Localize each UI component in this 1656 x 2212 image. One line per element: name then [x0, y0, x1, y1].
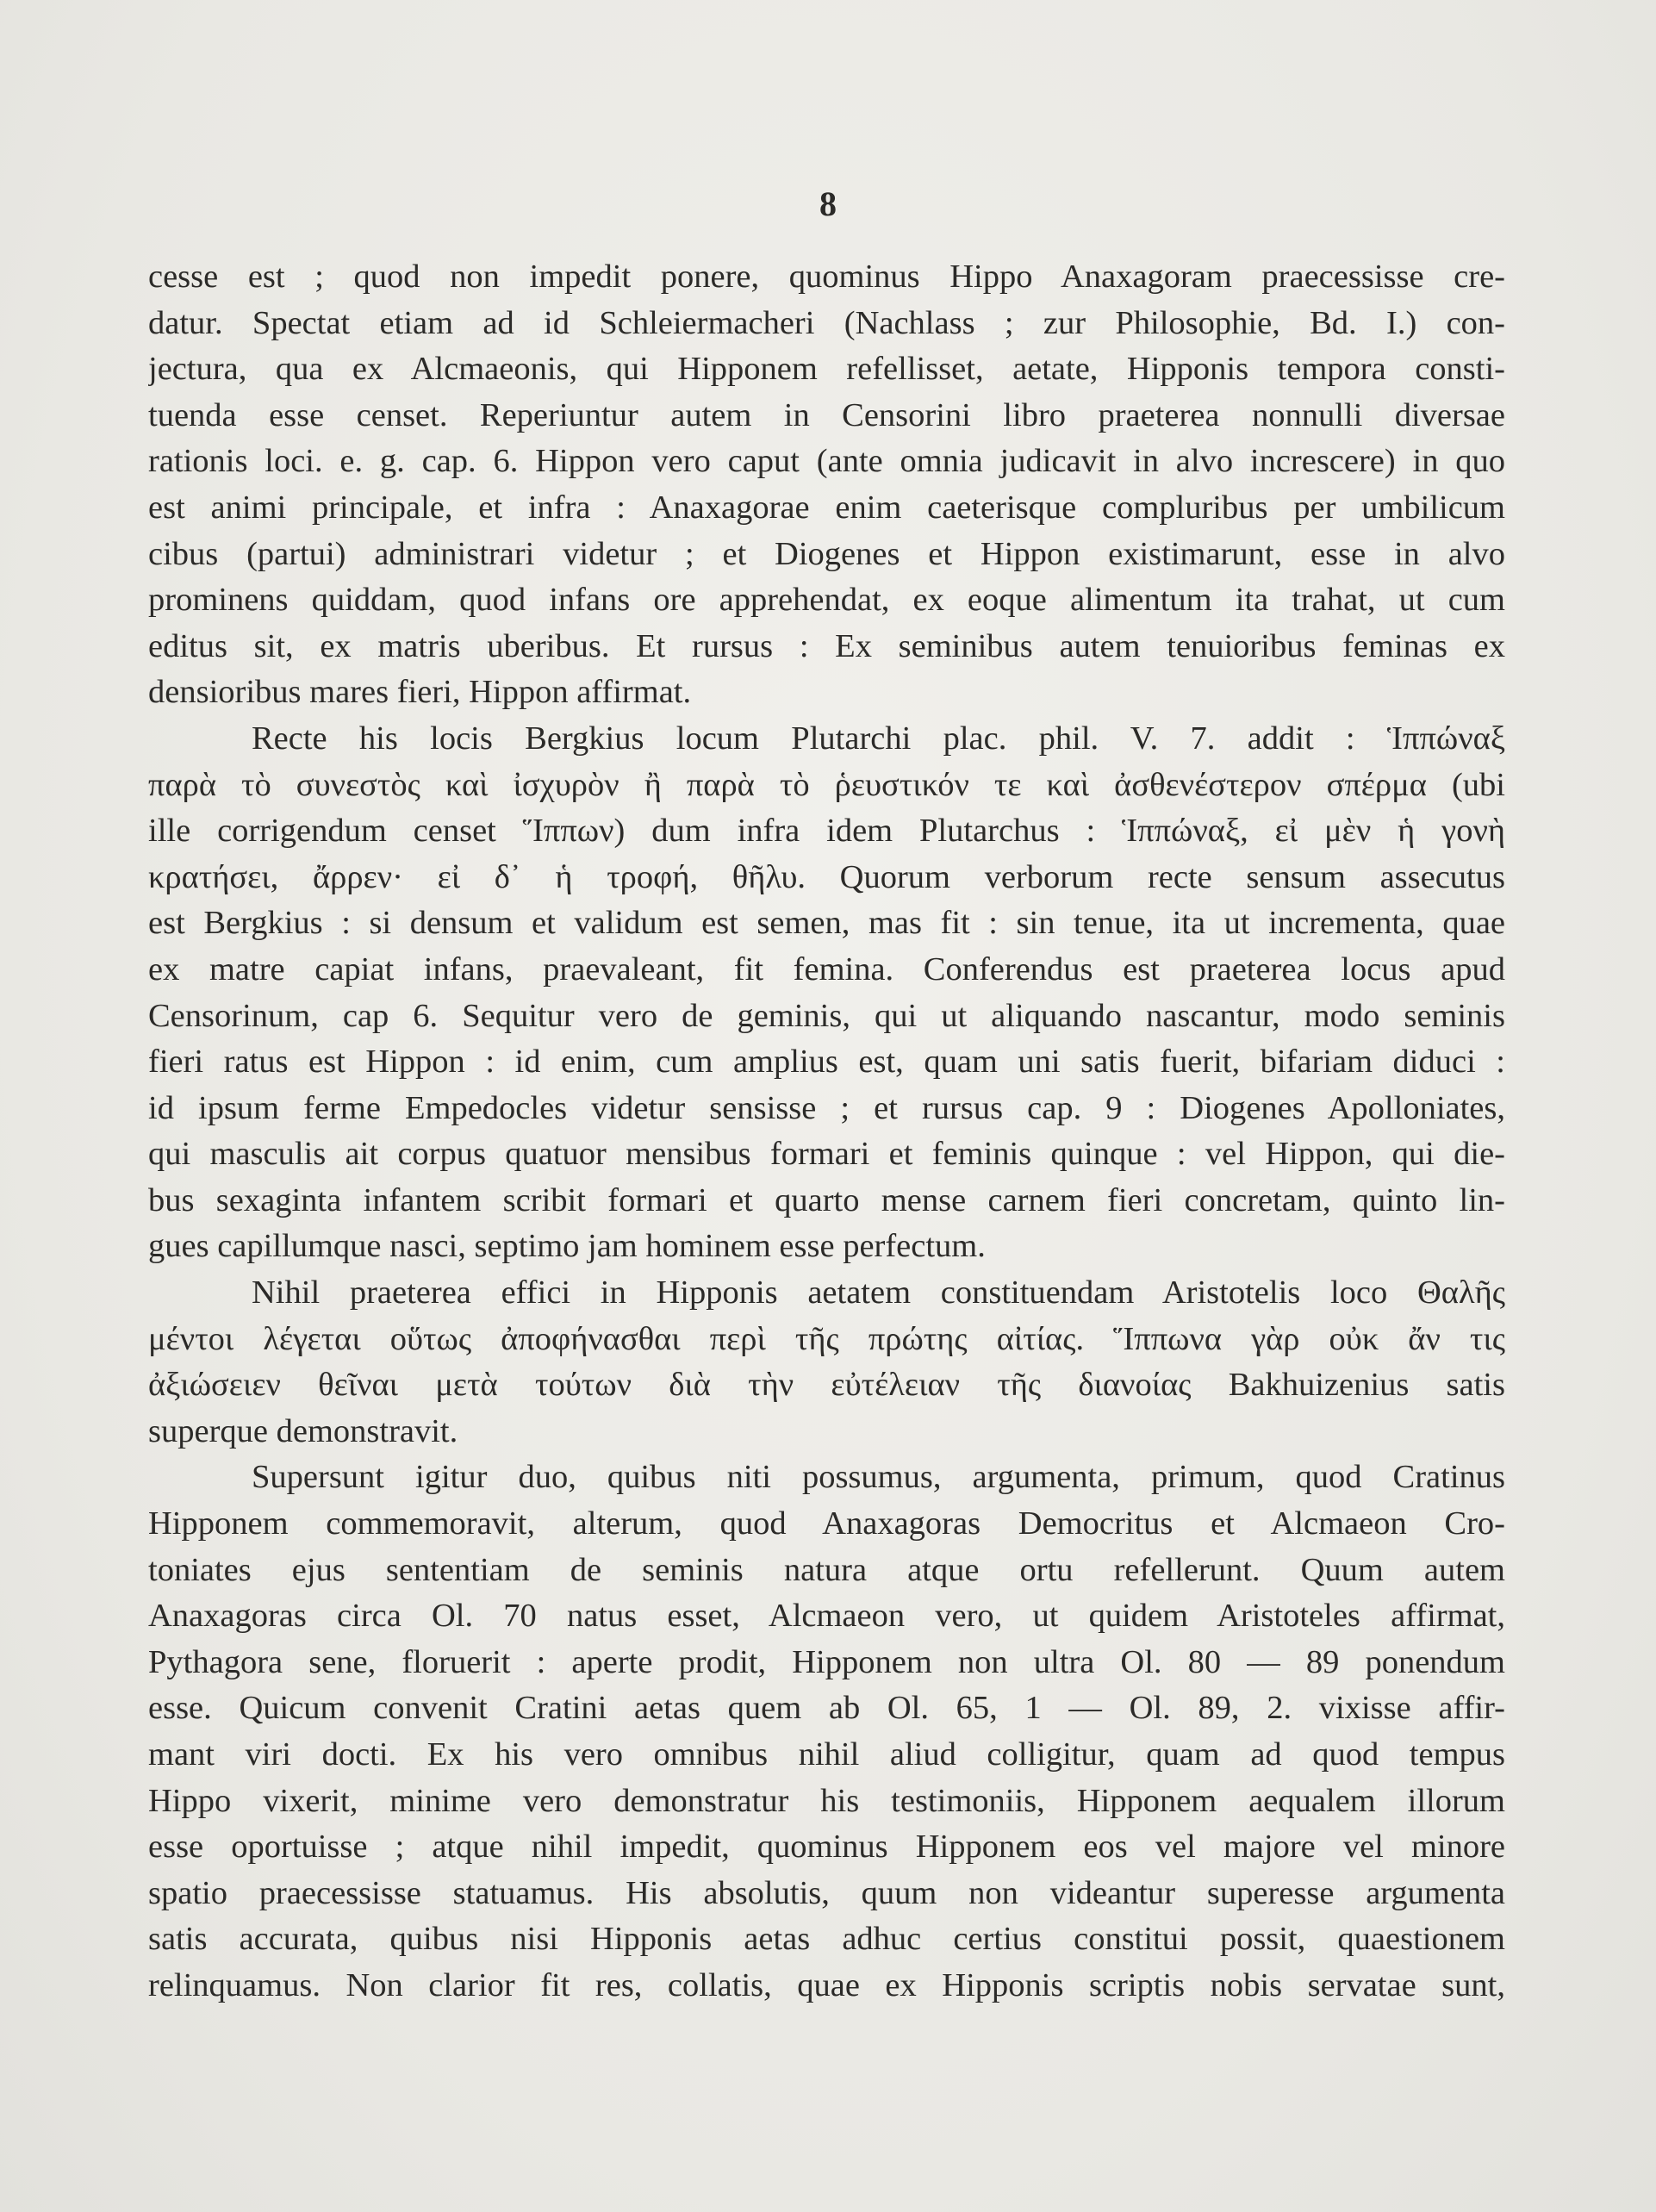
- text-line: editus sit, ex matris uberibus. Et rursus : Ex seminibus autem tenuioribus feminas ex: [148, 627, 1505, 664]
- text-line: datur. Spectat etiam ad id Schleiermacheri (Nachlass ; zur Philosophie, Bd. I.) con-: [148, 304, 1505, 341]
- text-line: Hipponem commemoravit, alterum, quod Anaxagoras Democritus et Alcmaeon Cro-: [148, 1505, 1505, 1542]
- text-line: satis accurata, quibus nisi Hipponis aetas adhuc certius constitui possit, quaestionem: [148, 1921, 1505, 1958]
- text-line: ille corrigendum censet Ἵππων) dum infra idem Plutarchus : Ἱππώναξ, εἰ μὲν ἡ γονὴ: [148, 813, 1505, 850]
- paragraph: [148, 1270, 1505, 1455]
- text-line: Pythagora sene, floruerit : aperte prodit, Hipponem non ultra Ol. 80 — 89 ponendum: [148, 1643, 1505, 1680]
- text-line: cibus (partui) administrari videtur ; et Diogenes et Hippon existimarunt, esse in alvo: [148, 535, 1505, 572]
- text-line: spatio praecessisse statuamus. His absolutis, quum non videantur superesse argumenta: [148, 1874, 1505, 1911]
- text-line: tuenda esse censet. Reperiuntur autem in Censorini libro praeterea nonnulli diversae: [148, 396, 1505, 433]
- text-line: κρατήσει, ἄρρεν· εἰ δ᾽ ἡ τροφή, θῆλυ. Quorum verborum recte sensum assecutus: [148, 858, 1505, 895]
- text-line: Supersunt igitur duo, quibus niti possumus, argumenta, primum, quod Cratinus: [252, 1459, 1505, 1496]
- text-line: est Bergkius : si densum et validum est semen, mas fit : sin tenue, ita ut incrementa, quae: [148, 905, 1505, 942]
- text-line: Censorinum, cap 6. Sequitur vero de geminis, qui ut aliquando nascantur, modo seminis: [148, 997, 1505, 1034]
- page-number: 8: [819, 184, 837, 223]
- text-line: bus sexaginta infantem scribit formari et quarto mense carnem fieri concretam, quinto lin-: [148, 1181, 1505, 1218]
- text-line: esse. Quicum convenit Cratini aetas quem ab Ol. 65, 1 — Ol. 89, 2. vixisse affir-: [148, 1690, 1505, 1727]
- body-text: [148, 254, 1505, 2009]
- text-line: rationis loci. e. g. cap. 6. Hippon vero caput (ante omnia judicavit in alvo increscere) in quo: [148, 443, 1505, 480]
- text-line: mant viri docti. Ex his vero omnibus nihil aliud colligitur, quam ad quod tempus: [148, 1736, 1505, 1773]
- text-line: qui masculis ait corpus quatuor mensibus formari et feminis quinque : vel Hippon, qui die-: [148, 1136, 1505, 1173]
- text-line: superque demonstravit.: [148, 1412, 458, 1449]
- text-line: μέντοι λέγεται οὕτως ἀποφήνασθαι περὶ τῆς πρώτης αἰτίας. Ἵππωνα γὰρ οὐκ ἄν τις: [148, 1320, 1505, 1357]
- text-line: παρὰ τὸ συνεστὸς καὶ ἰσχυρὸν ἢ παρὰ τὸ ῥευστικόν τε καὶ ἀσθενέστερον σπέρμα (ubi: [148, 766, 1505, 803]
- text-line: gues capillumque nasci, septimo jam hominem esse perfectum.: [148, 1228, 986, 1265]
- text-line: Anaxagoras circa Ol. 70 natus esset, Alcmaeon vero, ut quidem Aristoteles affirmat,: [148, 1598, 1505, 1635]
- text-line: Nihil praeterea effici in Hipponis aetatem constituendam Aristotelis loco Θαλῆς: [252, 1274, 1505, 1312]
- text-line: Recte his locis Bergkius locum Plutarchi plac. phil. V. 7. addit : Ἱππώναξ: [252, 720, 1505, 757]
- text-line: fieri ratus est Hippon : id enim, cum amplius est, quam uni satis fuerit, bifariam diduci :: [148, 1044, 1505, 1081]
- text-line: relinquamus. Non clarior fit res, collatis, quae ex Hipponis scriptis nobis servatae sunt,: [148, 1966, 1505, 2003]
- text-line: esse oportuisse ; atque nihil impedit, quominus Hipponem eos vel majore vel minore: [148, 1829, 1505, 1866]
- text-line: prominens quiddam, quod infans ore apprehendat, ex eoque alimentum ita trahat, ut cum: [148, 582, 1505, 619]
- text-line: cesse est ; quod non impedit ponere, quominus Hippo Anaxagoram praecessisse cre-: [148, 259, 1505, 295]
- text-line: jectura, qua ex Alcmaeonis, qui Hipponem refellisset, aetate, Hipponis tempora consti-: [148, 351, 1505, 388]
- text-line: densioribus mares fieri, Hippon affirmat.: [148, 674, 692, 711]
- paragraph: [148, 254, 1505, 716]
- text-line: ex matre capiat infans, praevaleant, fit femina. Conferendus est praeterea locus apud: [148, 950, 1505, 988]
- text-line: est animi principale, et infra : Anaxagorae enim caeterisque compluribus per umbilicum: [148, 489, 1505, 526]
- text-line: id ipsum ferme Empedocles videtur sensisse ; et rursus cap. 9 : Diogenes Apolloniates,: [148, 1089, 1505, 1126]
- text-line: ἀξιώσειεν θεῖναι μετὰ τούτων διὰ τὴν εὐτέλειαν τῆς διανοίας Bakhuizenius satis: [148, 1367, 1505, 1404]
- paragraph: [148, 1455, 1505, 2009]
- text-line: toniates ejus sententiam de seminis natura atque ortu refellerunt. Quum autem: [148, 1551, 1505, 1588]
- paragraph: [148, 716, 1505, 1270]
- text-line: Hippo vixerit, minime vero demonstratur his testimoniis, Hipponem aequalem illorum: [148, 1782, 1505, 1819]
